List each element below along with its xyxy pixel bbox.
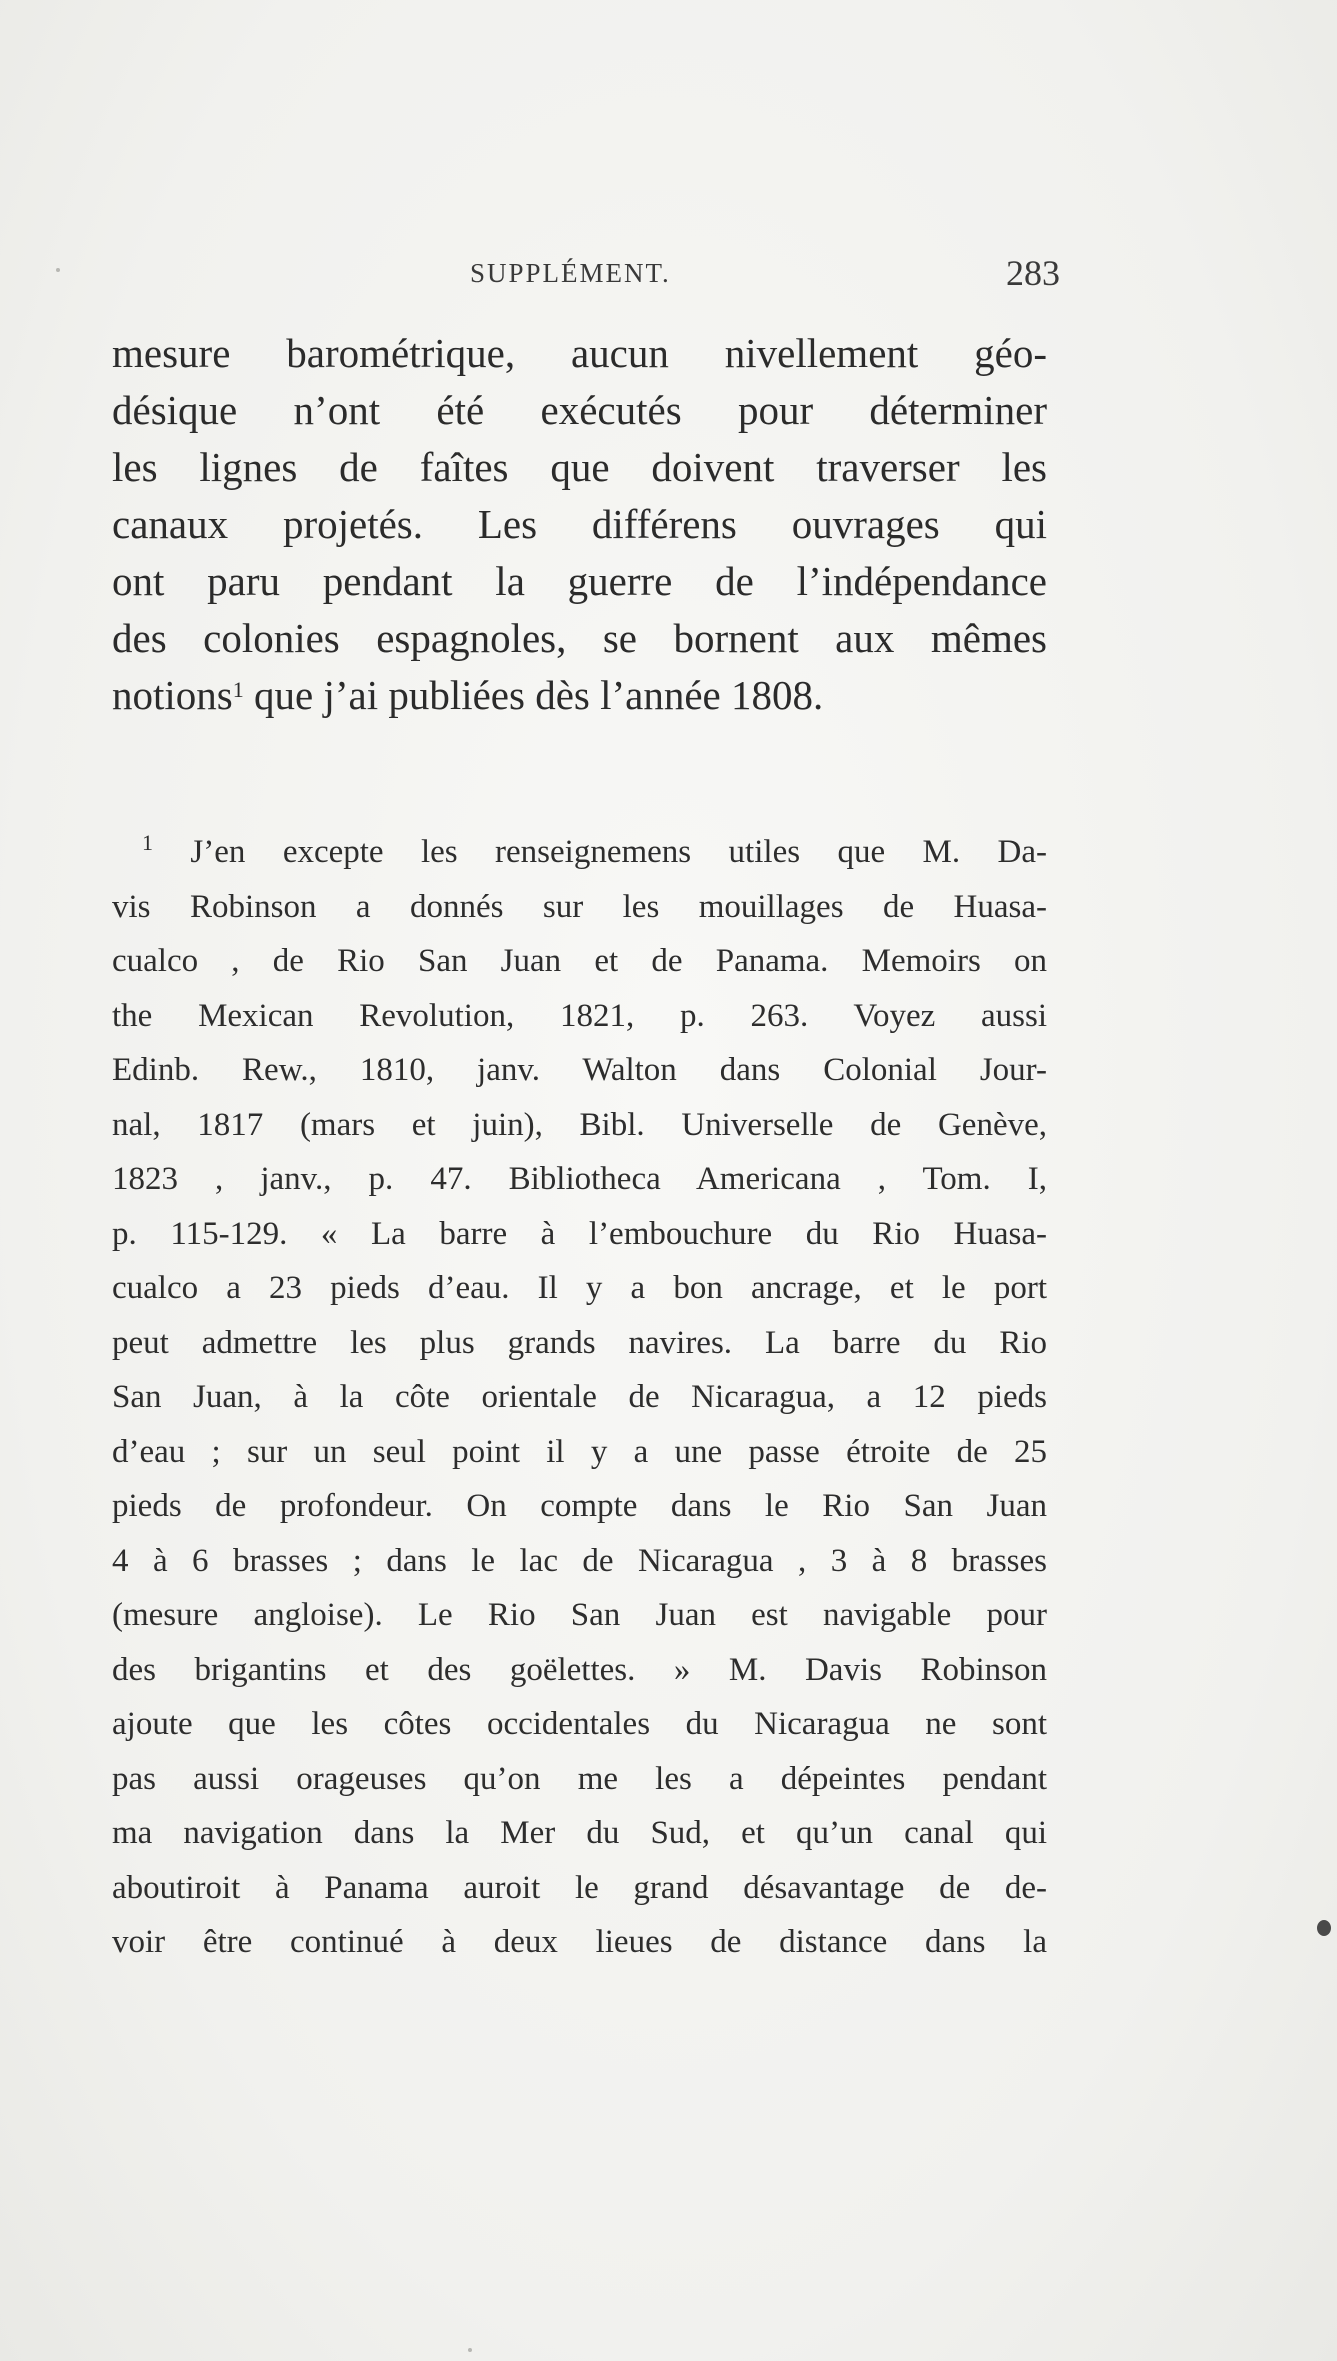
footnote-line: cualco a 23 pieds d’eau. Il y a bon ancrage, et le port	[112, 1270, 1047, 1306]
footnote-line: (mesure angloise). Le Rio San Juan est navigable pour	[112, 1597, 1047, 1633]
footnote-line: cualco , de Rio San Juan et de Panama. Memoirs on	[112, 943, 1047, 979]
footnote-text: J’en excepte les renseignemens utiles que M. Da-	[190, 834, 1047, 870]
text-line: des colonies espagnoles, se bornent aux mêmes	[112, 615, 1047, 661]
footnote-line: vis Robinson a donnés sur les mouillages de Huasa-	[112, 888, 1047, 925]
text-line-last	[112, 667, 1047, 724]
footnote-line: the Mexican Revolution, 1821, p. 263. Voyez aussi	[112, 997, 1047, 1034]
text-line: ont paru pendant la guerre de l’indépendance	[112, 558, 1047, 604]
footnote-line: peut admettre les plus grands navires. La barre du Rio	[112, 1324, 1047, 1361]
footnote-line: ajoute que les côtes occidentales du Nicaragua ne sont	[112, 1706, 1047, 1742]
footnote-line: San Juan, à la côte orientale de Nicaragua, a 12 pieds	[112, 1379, 1047, 1415]
text-line: canaux projetés. Les différens ouvrages qui	[112, 501, 1047, 547]
text-fragment: notions	[112, 672, 233, 718]
footnote-line: Edinb. Rew., 1810, janv. Walton dans Colonial Jour-	[112, 1052, 1047, 1088]
footnote-line: p. 115-129. « La barre à l’embouchure du Rio Huasa-	[112, 1215, 1047, 1252]
running-title: SUPPLÉMENT.	[470, 258, 671, 288]
running-head	[110, 253, 1060, 298]
ink-spot	[1317, 1920, 1331, 1936]
text-line: désique n’ont été exécutés pour déterminer	[112, 387, 1047, 433]
footnote-line: aboutiroit à Panama auroit le grand désavantage de de-	[112, 1869, 1047, 1906]
footnote-line: 4 à 6 brasses ; dans le lac de Nicaragua , 3 à 8 brasses	[112, 1542, 1047, 1579]
footnote-marker: 1	[232, 677, 244, 702]
footnote-number: 1	[142, 830, 153, 855]
footnote-line: voir être continué à deux lieues de distance dans la	[112, 1924, 1047, 1960]
footnote-line: pas aussi orageuses qu’on me les a dépeintes pendant	[112, 1760, 1047, 1797]
paper-speck	[468, 2348, 472, 2352]
footnote-line: ma navigation dans la Mer du Sud, et qu’un canal qui	[112, 1815, 1047, 1851]
page-number: 283	[1006, 253, 1060, 293]
footnote-line: 1823 , janv., p. 47. Bibliotheca Americana , Tom. I,	[112, 1161, 1047, 1197]
text-line: mesure barométrique, aucun nivellement géo-	[112, 330, 1047, 376]
footnote-line: des brigantins et des goëlettes. » M. Davis Robinson	[112, 1651, 1047, 1688]
footnote-line: d’eau ; sur un seul point il y a une passe étroite de 25	[112, 1433, 1047, 1470]
footnote-line: nal, 1817 (mars et juin), Bibl. Universelle de Genève,	[112, 1106, 1047, 1143]
footnote-line: pieds de profondeur. On compte dans le Rio San Juan	[112, 1488, 1047, 1524]
text-line: les lignes de faîtes que doivent traverser les	[112, 444, 1047, 490]
footnote-line	[112, 825, 1047, 880]
footnote	[112, 825, 1047, 1970]
main-text	[112, 325, 1047, 724]
paper-speck	[56, 268, 60, 272]
text-fragment: que j’ai publiées dès l’année 1808.	[243, 672, 824, 718]
